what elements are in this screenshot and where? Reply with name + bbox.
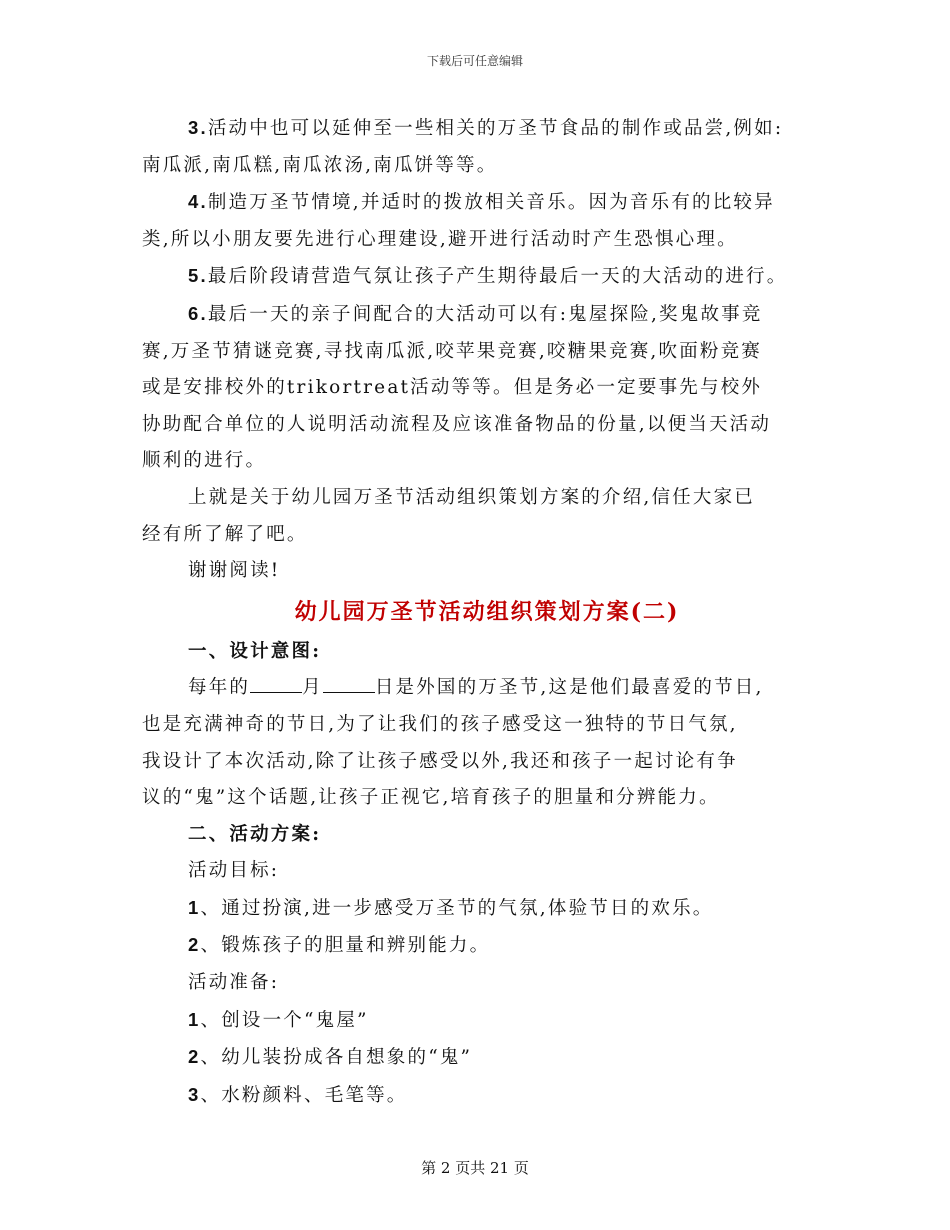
page-footer: 第 2 页共 21 页 [421,1159,529,1177]
prep-number: 1 [188,1008,201,1030]
item-3-number: 3. [188,117,208,138]
design-line-1-c: 日是外国的万圣节,这是他们最喜爱的节日, [374,677,764,699]
document-body [142,110,812,1114]
goal-text: 、锻炼孩子的胆量和辨别能力。 [200,935,491,957]
prep-number: 3 [188,1083,201,1105]
item-5-text: 最后阶段请营造气氛让孩子产生期待最后一天的大活动的进行。 [207,266,788,288]
summary-line-1: 上就是关于幼儿园万圣节活动组织策划方案的介绍,信任大家已 [188,486,755,508]
page-header: 下载后可任意编辑 [426,54,523,68]
item-6-line-1 [142,296,812,334]
item-6-text: 最后一天的亲子间配合的大活动可以有:鬼屋探险,奖鬼故事竞 [207,303,763,325]
item-5-line-1 [142,258,812,296]
prep-item [142,1002,812,1040]
item-3-line-2: 南瓜派,南瓜糕,南瓜浓汤,南瓜饼等等。 [142,154,498,176]
item-4-line-1 [142,184,812,222]
prep-item [142,1039,812,1077]
goal-text: 、通过扮演,进一步感受万圣节的气氛,体验节日的欢乐。 [200,897,714,919]
goal-number: 2 [188,934,201,956]
blank-field-month [250,676,302,693]
design-line-1 [142,670,812,707]
section-title: 幼儿园万圣节活动组织策划方案(二) [294,598,680,625]
goal-item [142,927,812,965]
design-line-1-b: 月 [302,677,323,699]
item-5-number: 5. [188,265,208,287]
design-heading: 一、设计意图: [188,640,322,662]
prep-text: 、创设一个“鬼屋” [200,1009,369,1031]
design-line-2: 也是充满神奇的节日,为了让我们的孩子感受这一独特的节日气氛, [142,713,738,735]
prep-item [142,1077,812,1115]
goals-label: 活动目标: [188,860,280,882]
item-6-line-5: 顺利的进行。 [142,450,267,472]
item-6-line-2: 赛,万圣节猜谜竞赛,寻找南瓜派,咬苹果竞赛,咬糖果竞赛,吹面粉竞赛 [142,340,763,362]
goal-number: 1 [188,896,201,918]
design-line-1-a: 每年的 [188,677,251,699]
summary-line-2: 经有所了解了吧。 [142,523,308,545]
item-6-line-4: 协助配合单位的人说明活动流程及应该准备物品的份量,以便当天活动 [142,413,772,435]
item-6-number: 6. [188,302,208,324]
item-4-number: 4. [188,191,208,213]
item-6-line-3: 或是安排校外的trikortreat活动等等。但是务必一定要事先与校外 [142,377,763,399]
item-4-text: 制造万圣节情境,并适时的拨放相关音乐。因为音乐有的比较异 [207,192,775,214]
prep-text: 、幼儿装扮成各自想象的“鬼” [200,1047,473,1069]
item-3-text: 活动中也可以延伸至一些相关的万圣节食品的制作或品尝,例如: [207,118,784,139]
goal-item [142,890,812,928]
design-line-3: 我设计了本次活动,除了让孩子感受以外,我还和孩子一起讨论有争 [142,750,738,772]
item-3-line-1 [142,110,812,148]
prep-text: 、水粉颜料、毛笔等。 [200,1084,408,1106]
blank-field-day [323,676,375,693]
item-4-line-2: 类,所以小朋友要先进行心理建设,避开进行活动时产生恐惧心理。 [142,228,738,250]
design-line-4: 议的“鬼”这个话题,让孩子正视它,培育孩子的胆量和分辨能力。 [142,787,720,809]
thanks-text: 谢谢阅读! [188,560,281,582]
prep-number: 2 [188,1046,201,1068]
plan-heading: 二、活动方案: [188,823,322,845]
prep-label: 活动准备: [188,972,280,994]
